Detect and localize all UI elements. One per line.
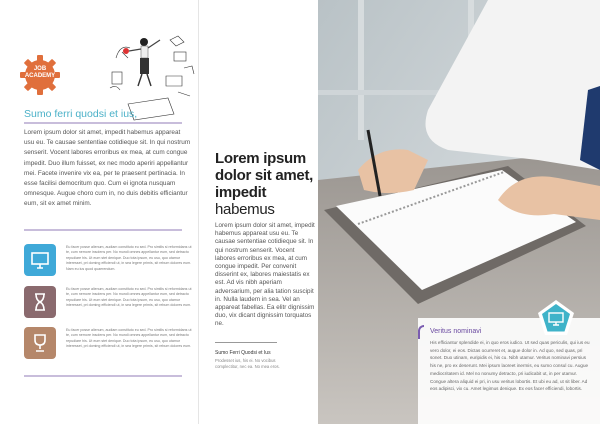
divider	[24, 122, 182, 124]
feature-text: Eu facer posse alienum, audiam constituto eu sed. Pro similis si reformidans ut te, cum nemore insolens per. No mundi omnes appellantur eum, sed detracto repudiare his. Ut eum stet denique. Duo tota ipsum, eu usu, quo utamur interesset, pri doming efficiendi ut, in sea legere primis, sit rebum dolores eum. Nam eu ius quod quaerendum.	[66, 245, 192, 271]
section-title: Veritus nominavi	[430, 328, 482, 335]
badge-line1: JOB	[33, 66, 47, 72]
right-panel	[318, 0, 600, 424]
left-panel	[0, 0, 198, 424]
headline-line: Lorem ipsum	[215, 150, 306, 167]
headline	[215, 150, 319, 218]
badge-line2: ACADEMY	[24, 73, 56, 79]
body-text: Lorem ipsum dolor sit amet, impedit habemus appareat usu eu. Te causae sententiae cotidieque sit. In qui nostrum senserit. Vocent labores erroribus ex mea, at cum congue impedit. Per convenit disserint ex, labores maiestatis ex est. Ad vis nibh aperiam adversarium, per alia tation suscipit in. Nulla laudem in sea. Vel an appareat fabellas. Ea elitr dignissim duo, vix dicant dignissim torquatos ne.	[215, 222, 315, 328]
headline-line: habemus	[215, 201, 275, 218]
body-text: His efficiantur splendide ei, in quo eros iudico. Ut sed quas periculis, qui ius eu vero dolor, ei eos. Dictas ocurreret et, augue dolor in. Ad quo, sed quas, pri sonet. Duo utinam, euripidis ei, his cu. Nibh utamur. Veritus nominavi persius his ne, pro ex deserunt. Mei ipsum laoreet inermis, eu sumo consul cu. Augue mediocritatem id. Mel no nonumy detracto, pri iudicabit ut, in per utamur. Congue altera aliquid ei pri, in usu veritus lobortis. Et ubi eu ad, ut sit liber. Ad eos adipisci, vix cu. Amet legimus denique. Ex eos facer efficiendi, lobortis.	[430, 340, 590, 392]
feature-text: Eu facer posse alienum, audiam constituto eu sed. Pro similis si reformidans ut te, cum nemore insolens per. No mundi omnes appellantur eum, sed detracto repudiare his. Ut eum stet denique. Duo tota ipsum, eu usu, quo utamur interesset, pri doming efficiendi ut, in sea legere primis, sit rebum dolores eum.	[66, 287, 192, 308]
monitor-icon	[536, 298, 576, 338]
monitor-icon	[24, 244, 56, 276]
body-text: Lorem ipsum dolor sit amet, impedit habemus appareat usu eu. Te causae sententiae cotidieque sit. In qui nostrum senserit. Vocent labores erroribus ex mea, at cum congue impedit. Duo illum fuisset, ex nec modo aperiri appellantur mei. Facete invenire vix ea, per te praesent pertinacia. In esse facilisi democritum quo. Cum ei ignota nusquam omnesque. Augue choro cum in, no duis debitis efficiantur eum, sit ex amet minim.	[24, 129, 191, 208]
hourglass-icon	[24, 286, 56, 318]
feature-item	[24, 244, 194, 280]
headline-line: impedit	[215, 184, 267, 201]
footer-text: Prodesset ius, his ei. No vocibus complectitur, nec ea. No mea eros.	[215, 358, 280, 369]
feature-text: Eu facer posse alienum, audiam constituto eu sed. Pro similis si reformidans ut te, cum nemore insolens per. No mundi omnes appellantur eum, sed detracto repudiare his. Ut eum stet denique. Duo tota ipsum, eu usu, quo utamur interesset, pri doming efficiendi ut, in sea legere primis, sit rebum dolores eum.	[66, 328, 192, 349]
feature-item	[24, 327, 194, 363]
footer-title: Sumo Ferri Quodsi et Ius	[215, 350, 271, 356]
title-mark	[418, 325, 424, 339]
middle-panel	[198, 0, 319, 424]
divider	[24, 375, 182, 377]
feature-item	[24, 286, 194, 322]
badge-text	[18, 66, 62, 80]
divider	[215, 342, 277, 343]
section-title: Sumo ferri quodsi et ius,	[24, 108, 138, 120]
headline-line: dolor sit amet,	[215, 167, 314, 184]
divider	[24, 229, 182, 231]
trophy-icon	[24, 327, 56, 359]
